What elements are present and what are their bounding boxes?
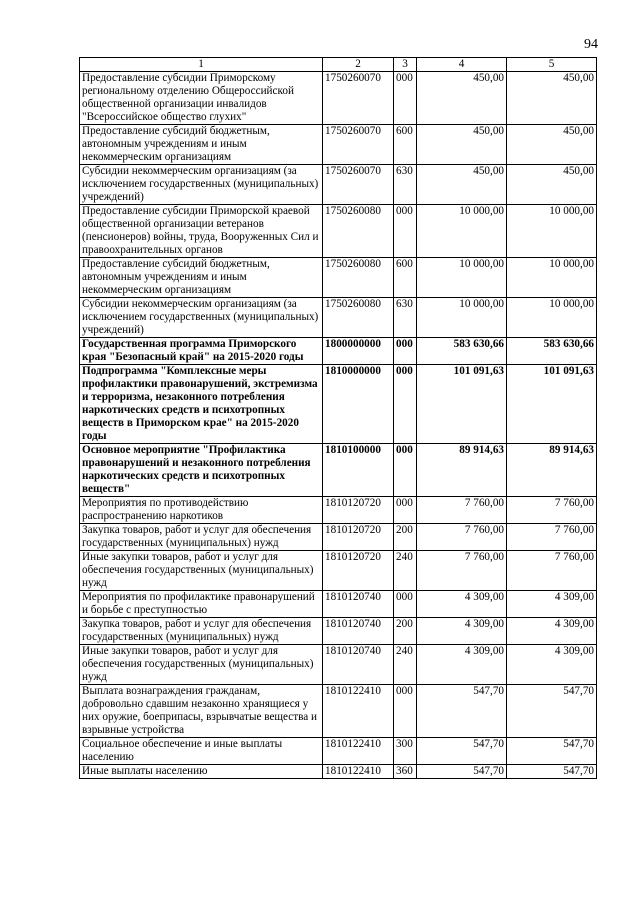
row-value-col5-cell: 4 309,00 [507, 618, 597, 645]
table-row [80, 298, 597, 338]
table-row [80, 444, 597, 497]
table-row [80, 524, 597, 551]
table-row [80, 258, 597, 298]
table-row [80, 618, 597, 645]
row-value-col4-cell: 7 760,00 [417, 551, 507, 591]
row-name-cell: Субсидии некоммерческим организациям (за исключением государственных (муниципальных) учреждений) [80, 165, 323, 205]
row-code-cell: 1810120720 [323, 497, 394, 524]
row-code-cell: 1750260070 [323, 72, 394, 125]
row-kind-cell: 000 [394, 685, 417, 738]
row-code-cell: 1800000000 [323, 338, 394, 365]
row-name-cell: Иные закупки товаров, работ и услуг для обеспечения государственных (муниципальных) нужд [80, 645, 323, 685]
row-value-col4-cell: 101 091,63 [417, 365, 507, 444]
row-name-cell: Государственная программа Приморского края "Безопасный край" на 2015-2020 годы [80, 338, 323, 365]
row-value-col4-cell: 10 000,00 [417, 298, 507, 338]
table-body [80, 72, 597, 779]
row-name-cell: Предоставление субсидии Приморской краевой общественной организации ветеранов (пенсионеров) войны, труда, Вооруженных Сил и правоохранительных органов [80, 205, 323, 258]
row-kind-cell: 600 [394, 258, 417, 298]
table-row [80, 765, 597, 779]
row-code-cell: 1810122410 [323, 685, 394, 738]
row-kind-cell: 000 [394, 72, 417, 125]
row-kind-cell: 000 [394, 338, 417, 365]
row-kind-cell: 360 [394, 765, 417, 779]
table-row [80, 551, 597, 591]
row-kind-cell: 630 [394, 165, 417, 205]
table-row [80, 591, 597, 618]
row-code-cell: 1810120740 [323, 591, 394, 618]
row-value-col4-cell: 450,00 [417, 125, 507, 165]
row-value-col4-cell: 547,70 [417, 738, 507, 765]
row-kind-cell: 200 [394, 618, 417, 645]
row-kind-cell: 200 [394, 524, 417, 551]
header-row [80, 58, 597, 72]
row-kind-cell: 600 [394, 125, 417, 165]
row-name-cell: Предоставление субсидий бюджетным, автономным учреждениям и иным некоммерческим организациям [80, 258, 323, 298]
row-code-cell: 1750260080 [323, 298, 394, 338]
row-value-col5-cell: 583 630,66 [507, 338, 597, 365]
row-kind-cell: 000 [394, 497, 417, 524]
row-name-cell: Субсидии некоммерческим организациям (за исключением государственных (муниципальных) учреждений) [80, 298, 323, 338]
row-value-col5-cell: 7 760,00 [507, 551, 597, 591]
table-row [80, 72, 597, 125]
row-value-col5-cell: 4 309,00 [507, 591, 597, 618]
row-value-col5-cell: 4 309,00 [507, 645, 597, 685]
row-value-col5-cell: 7 760,00 [507, 524, 597, 551]
row-value-col5-cell: 10 000,00 [507, 298, 597, 338]
row-code-cell: 1750260080 [323, 258, 394, 298]
row-kind-cell: 240 [394, 551, 417, 591]
row-code-cell: 1810120740 [323, 618, 394, 645]
row-value-col4-cell: 7 760,00 [417, 497, 507, 524]
row-value-col4-cell: 547,70 [417, 685, 507, 738]
row-value-col4-cell: 583 630,66 [417, 338, 507, 365]
row-value-col5-cell: 450,00 [507, 125, 597, 165]
row-code-cell: 1810120720 [323, 524, 394, 551]
table-row [80, 165, 597, 205]
page-number: 94 [584, 37, 598, 52]
header-cell-1: 1 [80, 58, 323, 72]
table-row [80, 685, 597, 738]
row-name-cell: Предоставление субсидий бюджетным, автономным учреждениям и иным некоммерческим организациям [80, 125, 323, 165]
row-code-cell: 1750260070 [323, 125, 394, 165]
row-code-cell: 1810100000 [323, 444, 394, 497]
table-row [80, 338, 597, 365]
row-code-cell: 1810120740 [323, 645, 394, 685]
row-code-cell: 1810122410 [323, 738, 394, 765]
row-name-cell: Закупка товаров, работ и услуг для обеспечения государственных (муниципальных) нужд [80, 618, 323, 645]
row-kind-cell: 000 [394, 591, 417, 618]
row-value-col4-cell: 10 000,00 [417, 258, 507, 298]
header-cell-2: 2 [323, 58, 394, 72]
header-cell-3: 3 [394, 58, 417, 72]
row-value-col4-cell: 89 914,63 [417, 444, 507, 497]
table-row [80, 365, 597, 444]
row-name-cell: Предоставление субсидии Приморскому региональному отделению Общероссийской общественной организации инвалидов "Всероссийское общество глухих" [80, 72, 323, 125]
row-kind-cell: 000 [394, 205, 417, 258]
row-kind-cell: 000 [394, 365, 417, 444]
row-name-cell: Социальное обеспечение и иные выплаты населению [80, 738, 323, 765]
row-name-cell: Иные выплаты населению [80, 765, 323, 779]
row-value-col4-cell: 547,70 [417, 765, 507, 779]
row-code-cell: 1810120720 [323, 551, 394, 591]
row-kind-cell: 630 [394, 298, 417, 338]
row-name-cell: Выплата вознаграждения гражданам, добровольно сдавшим незаконно хранящиеся у них оружие, боеприпасы, взрывчатые вещества и взрывные устройства [80, 685, 323, 738]
row-value-col5-cell: 450,00 [507, 165, 597, 205]
table-row [80, 205, 597, 258]
row-value-col5-cell: 89 914,63 [507, 444, 597, 497]
row-value-col5-cell: 10 000,00 [507, 205, 597, 258]
row-code-cell: 1750260070 [323, 165, 394, 205]
row-value-col4-cell: 4 309,00 [417, 618, 507, 645]
row-name-cell: Подпрограмма "Комплексные меры профилактики правонарушений, экстремизма и терроризма, незаконного потребления наркотических средств и психотропных веществ в Приморском крае" на 2015-2020 годы [80, 365, 323, 444]
row-name-cell: Мероприятия по противодействию распространению наркотиков [80, 497, 323, 524]
row-name-cell: Иные закупки товаров, работ и услуг для обеспечения государственных (муниципальных) нужд [80, 551, 323, 591]
header-cell-5: 5 [507, 58, 597, 72]
row-value-col4-cell: 7 760,00 [417, 524, 507, 551]
row-value-col5-cell: 7 760,00 [507, 497, 597, 524]
table-row [80, 645, 597, 685]
row-name-cell: Основное мероприятие "Профилактика правонарушений и незаконного потребления наркотических средств и психотропных веществ" [80, 444, 323, 497]
budget-table [79, 57, 597, 779]
row-value-col4-cell: 4 309,00 [417, 591, 507, 618]
row-code-cell: 1810000000 [323, 365, 394, 444]
row-kind-cell: 240 [394, 645, 417, 685]
row-value-col4-cell: 450,00 [417, 165, 507, 205]
row-value-col5-cell: 10 000,00 [507, 258, 597, 298]
row-name-cell: Мероприятия по профилактике правонарушений и борьбе с преступностью [80, 591, 323, 618]
row-value-col5-cell: 547,70 [507, 685, 597, 738]
row-value-col5-cell: 547,70 [507, 765, 597, 779]
row-value-col5-cell: 101 091,63 [507, 365, 597, 444]
row-value-col4-cell: 10 000,00 [417, 205, 507, 258]
row-value-col5-cell: 450,00 [507, 72, 597, 125]
table-row [80, 738, 597, 765]
row-code-cell: 1810122410 [323, 765, 394, 779]
header-cell-4: 4 [417, 58, 507, 72]
row-value-col4-cell: 450,00 [417, 72, 507, 125]
row-code-cell: 1750260080 [323, 205, 394, 258]
row-kind-cell: 300 [394, 738, 417, 765]
row-name-cell: Закупка товаров, работ и услуг для обеспечения государственных (муниципальных) нужд [80, 524, 323, 551]
table-row [80, 125, 597, 165]
row-value-col4-cell: 4 309,00 [417, 645, 507, 685]
table-row [80, 497, 597, 524]
row-value-col5-cell: 547,70 [507, 738, 597, 765]
row-kind-cell: 000 [394, 444, 417, 497]
